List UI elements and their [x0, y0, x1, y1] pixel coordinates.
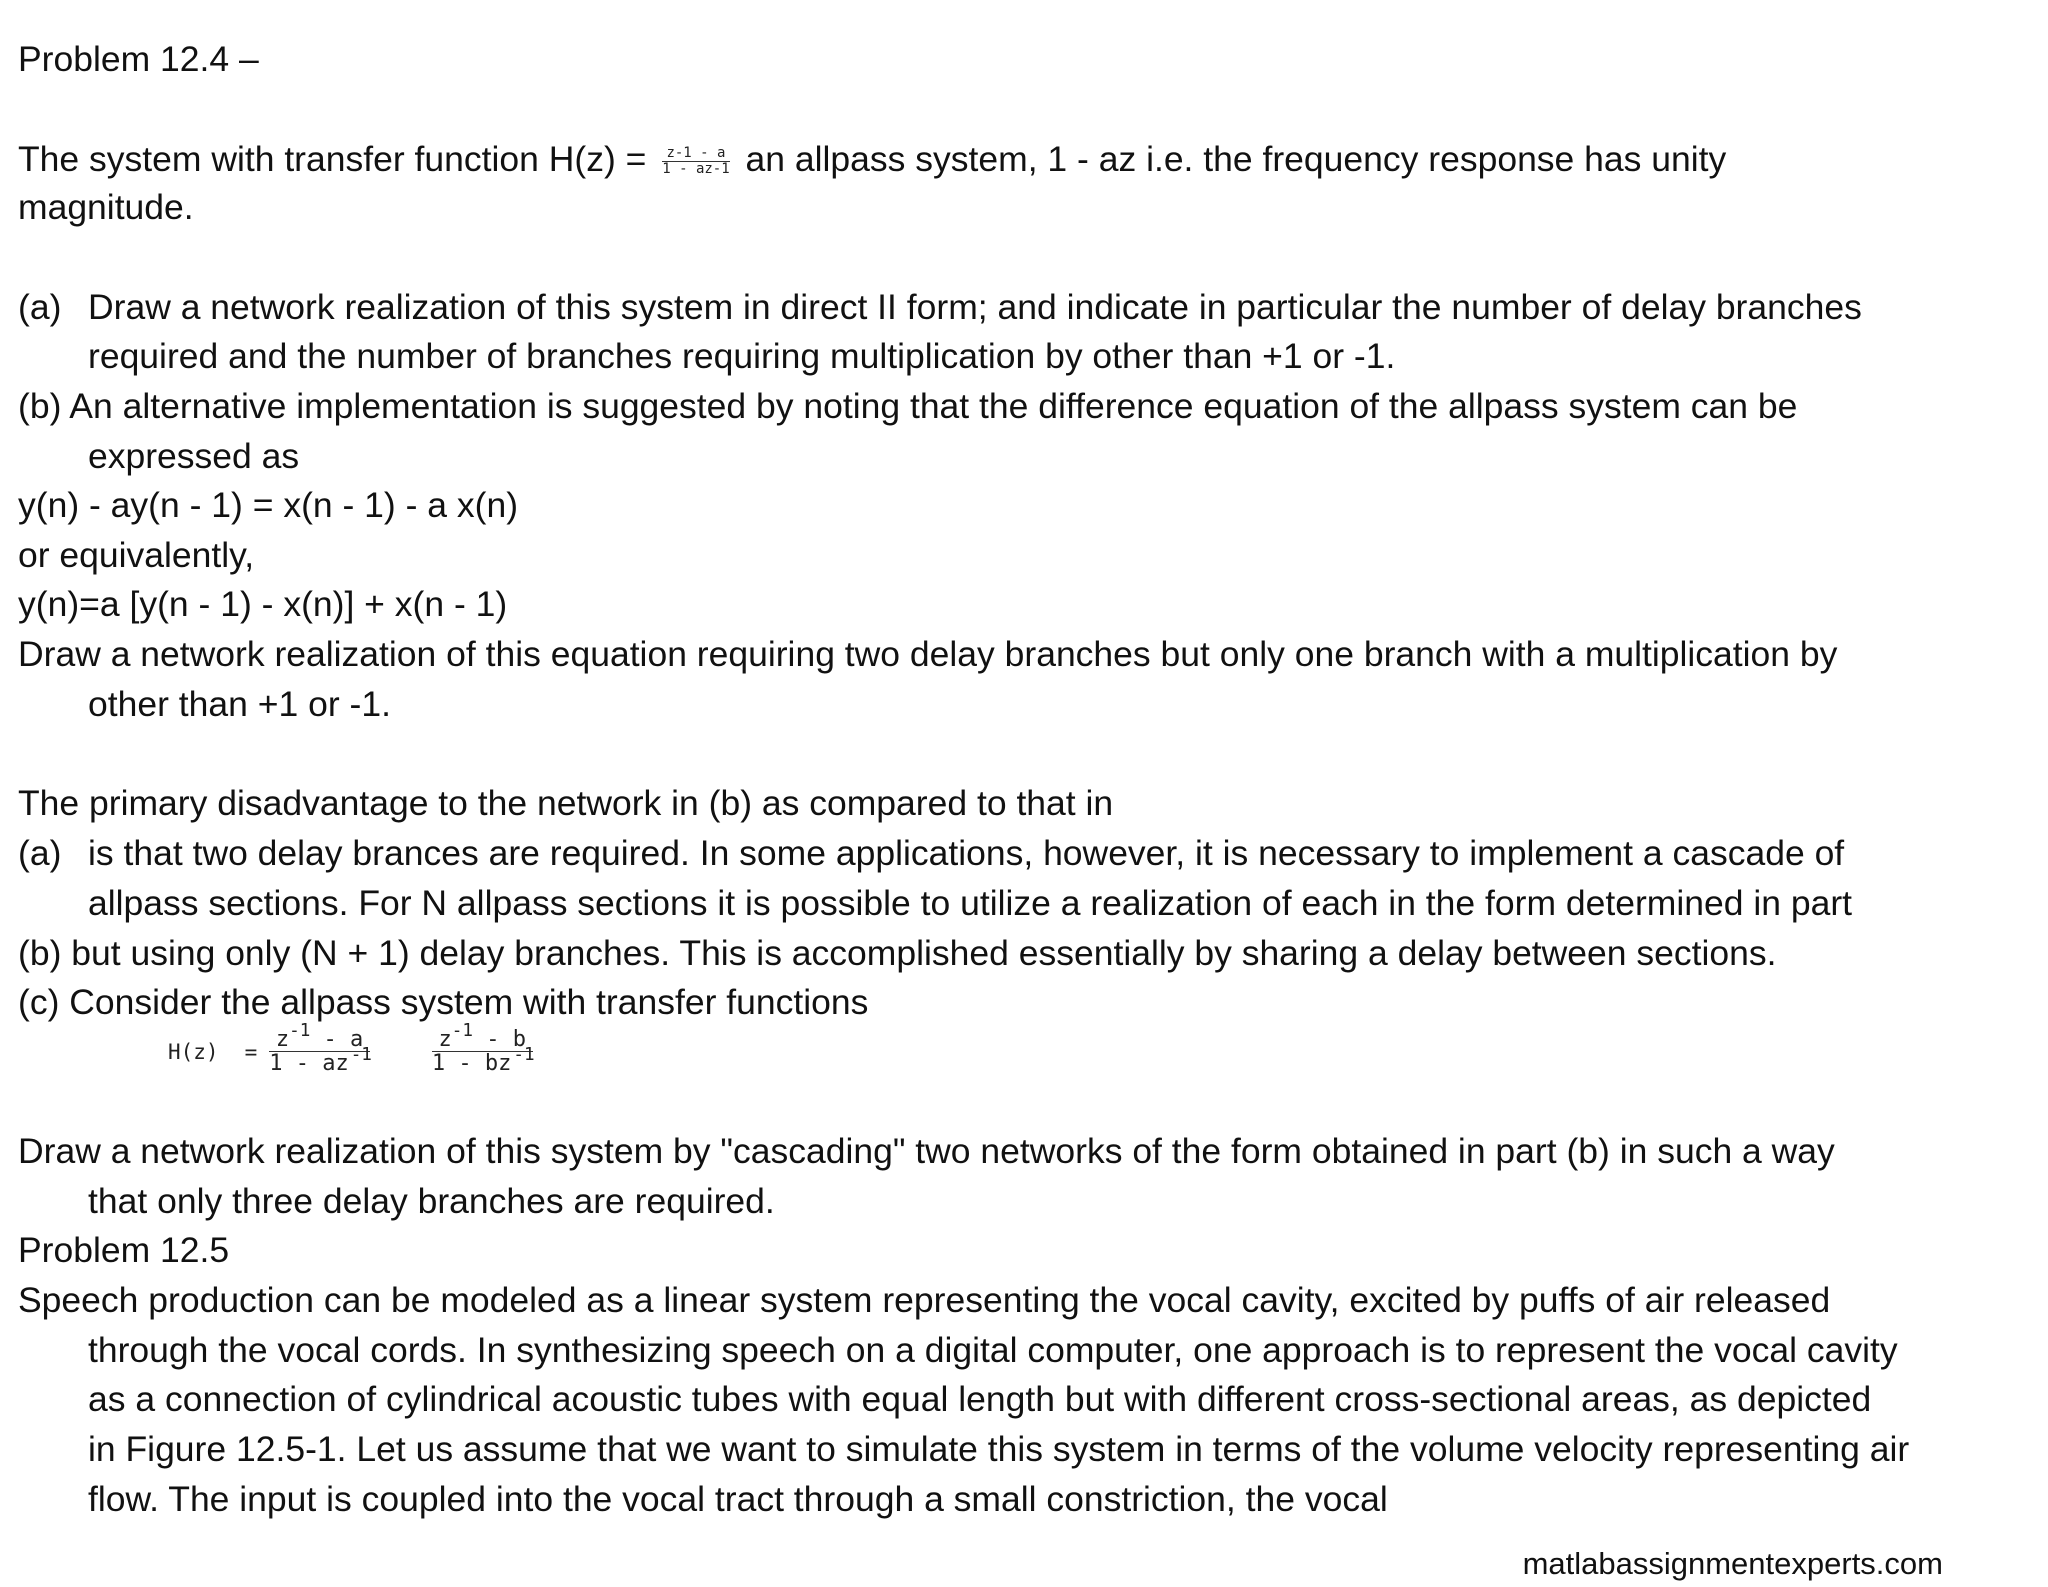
- problem-12-5-title: Problem 12.5: [18, 1230, 230, 1270]
- intro-text-before: The system with transfer function H(z) =: [18, 139, 647, 179]
- transfer-function-fraction: [662, 146, 729, 176]
- primary-line-4: (b) but using only (N + 1) delay branches. This is accomplished essentially by sharing a delay between sections.: [18, 933, 1777, 973]
- cascade-transfer-function: [168, 1021, 535, 1077]
- primary-line-3: allpass sections. For N allpass sections it is possible to utilize a realization of each in the form determined in part: [88, 883, 1853, 923]
- first-denominator: 1 - az $^{-1}$: [269, 1045, 372, 1077]
- part-a-text: Draw a network realization of this system in direct II form; and indicate in particular the number of delay branches: [88, 287, 1862, 327]
- intro-line-2: magnitude.: [18, 187, 194, 227]
- intro-line-1: [18, 134, 1726, 184]
- first-allpass-fraction: [269, 1021, 372, 1077]
- part-b-line-2: expressed as: [88, 436, 300, 476]
- second-numerator: $z^{-1}$ - b: [438, 1021, 526, 1052]
- speech-line-4: in Figure 12.5-1. Let us assume that we want to simulate this system in terms of the volume velocity representing air: [88, 1429, 1910, 1469]
- speech-line-5: flow. The input is coupled into the vocal tract through a small constriction, the vocal: [88, 1479, 1388, 1519]
- primary-line-1: The primary disadvantage to the network in (b) as compared to that in: [18, 783, 1114, 823]
- part-a-label: (a): [18, 287, 62, 327]
- first-numerator: $z^{-1}$ - a: [275, 1021, 364, 1052]
- fraction-denominator: 1 - az-1: [662, 161, 730, 178]
- difference-equation-2: y(n)=a [y(n - 1) - x(n)] + x(n - 1): [18, 584, 508, 624]
- or-equivalently: or equivalently,: [18, 535, 255, 575]
- footer-site-link[interactable]: matlabassignmentexperts.com: [1522, 1546, 1943, 1581]
- speech-line-1: Speech production can be modeled as a linear system representing the vocal cavity, excited by puffs of air released: [18, 1280, 1831, 1320]
- draw-c-line-1: Draw a network realization of this system by "cascading" two networks of the form obtained in part (b) in such a way: [18, 1131, 1835, 1171]
- second-allpass-fraction: [431, 1021, 535, 1077]
- problem-12-4-title: Problem 12.4 –: [18, 39, 259, 79]
- fraction-numerator: z-1 - a: [666, 145, 726, 162]
- part-a-line-2: required and the number of branches requiring multiplication by other than +1 or -1.: [88, 336, 1396, 376]
- draw-c-line-2: that only three delay branches are required.: [88, 1181, 775, 1221]
- intro-text-after: an allpass system, 1 - az i.e. the frequency response has unity: [745, 139, 1727, 179]
- part-c-line: (c) Consider the allpass system with transfer functions: [18, 982, 869, 1022]
- speech-line-2: through the vocal cords. In synthesizing speech on a digital computer, one approach is to represent the vocal cavity: [88, 1330, 1898, 1370]
- primary-text-2: is that two delay brances are required. In some applications, however, it is necessary to implement a cascade of: [88, 833, 1845, 873]
- draw-b-line-1: Draw a network realization of this equation requiring two delay branches but only one branch with a multiplication by: [18, 634, 1838, 674]
- speech-line-3: as a connection of cylindrical acoustic tubes with equal length but with different cross-sectional areas, as depicted: [88, 1379, 1872, 1419]
- part-b-line-1: (b) An alternative implementation is suggested by noting that the difference equation of the allpass system can be: [18, 386, 1798, 426]
- draw-b-line-2: other than +1 or -1.: [88, 684, 391, 724]
- part-a-line-1: [18, 282, 1862, 332]
- hz-label: H(z): [168, 1039, 219, 1064]
- equals-sign: =: [244, 1039, 258, 1064]
- primary-a-label: (a): [18, 833, 62, 873]
- second-denominator: 1 - bz $^{-1}$: [431, 1045, 535, 1077]
- primary-line-2: [18, 828, 1844, 878]
- difference-equation-1: y(n) - ay(n - 1) = x(n - 1) - a x(n): [18, 485, 519, 525]
